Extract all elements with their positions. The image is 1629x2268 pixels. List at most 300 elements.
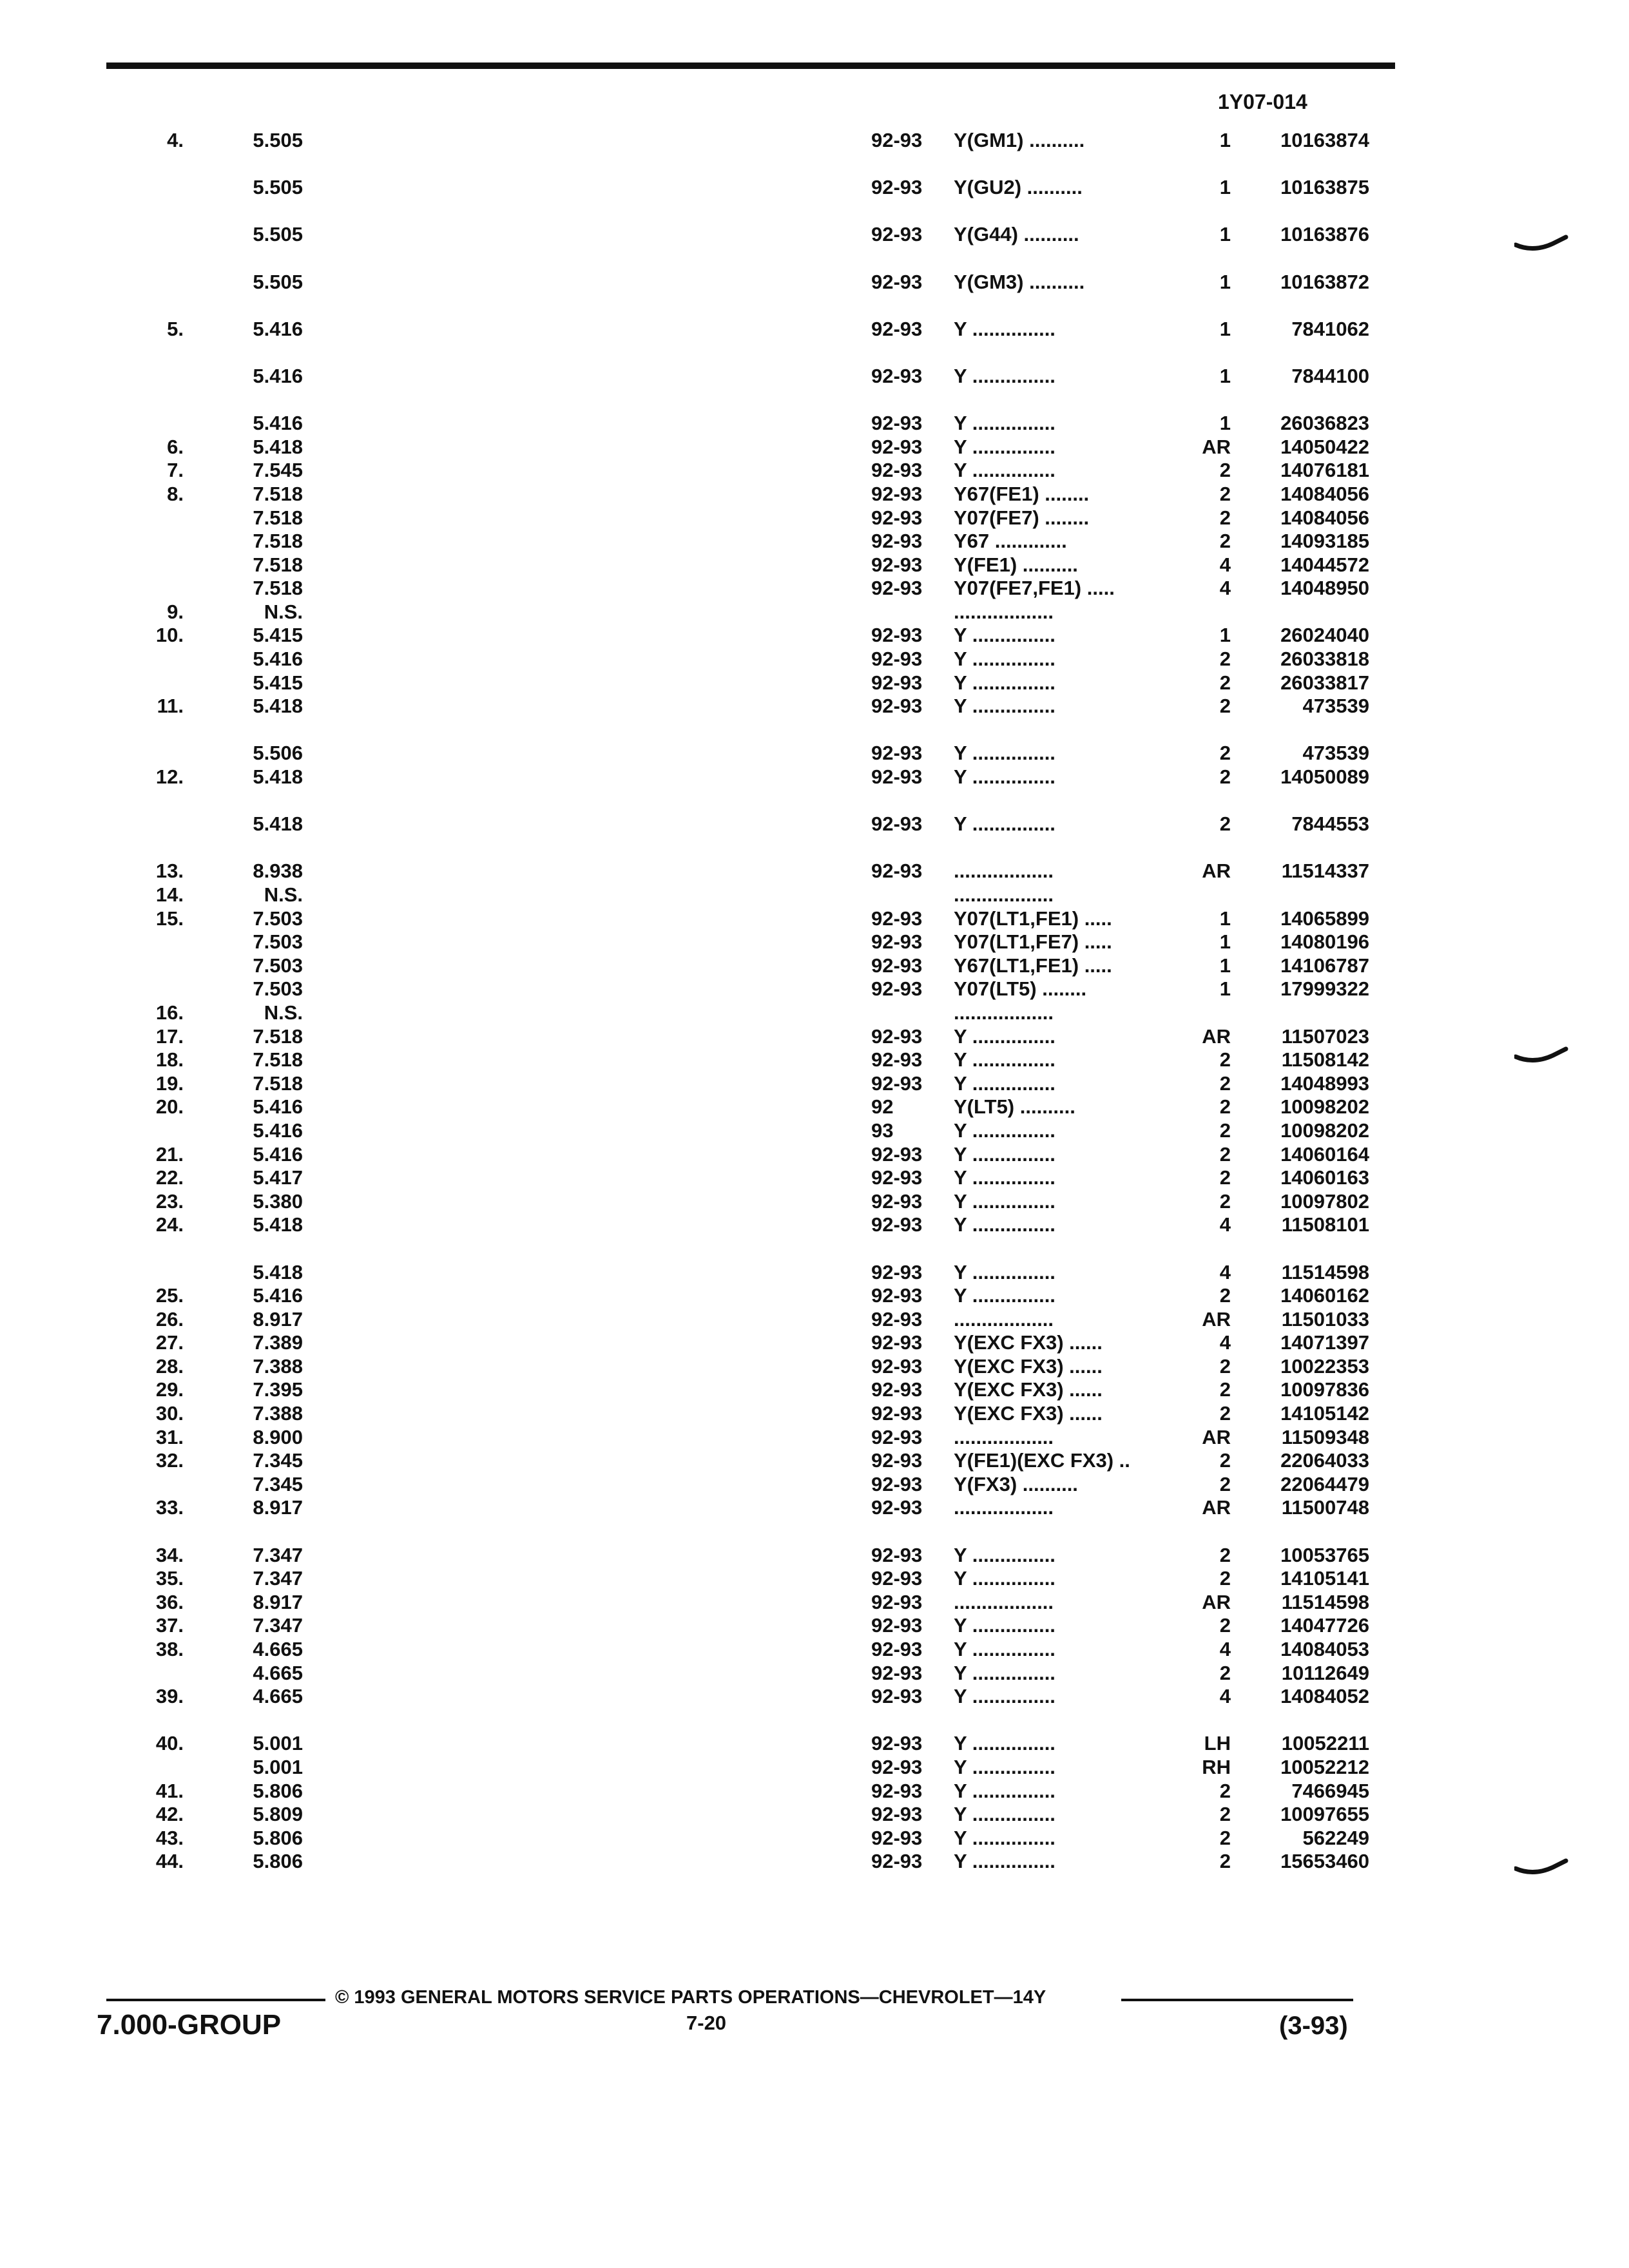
group-number: 7.518 (253, 506, 303, 529)
usage-code: .................. (954, 1590, 1054, 1613)
group-number: 5.416 (253, 317, 303, 340)
part-number: 14060164 (1280, 1142, 1369, 1166)
item-number: 32. (155, 1449, 184, 1472)
quantity: 2 (1219, 1402, 1231, 1425)
part-number: 7844100 (1291, 364, 1369, 387)
usage-code: Y(LT5) .......... (954, 1095, 1075, 1119)
usage-code: Y ............... (954, 695, 1055, 718)
quantity: 2 (1219, 1614, 1231, 1637)
item-number: 13. (155, 860, 184, 883)
model-years: 92-93 (871, 695, 923, 718)
usage-code: Y ............... (954, 1284, 1055, 1307)
part-row (0, 271, 1629, 318)
group-number: 7.518 (253, 530, 303, 553)
quantity: 2 (1219, 695, 1231, 718)
model-years: 92 (871, 1095, 894, 1119)
usage-code: Y ............... (954, 624, 1055, 647)
item-number: 42. (155, 1803, 184, 1826)
item-number: 28. (155, 1354, 184, 1378)
item-number: 12. (155, 765, 184, 789)
part-row (0, 412, 1629, 436)
part-number: 14084053 (1280, 1638, 1369, 1660)
model-years: 92-93 (871, 1614, 923, 1637)
group-number: 5.416 (253, 1119, 303, 1142)
group-number: 5.416 (253, 364, 303, 387)
model-years: 93 (871, 1119, 894, 1142)
usage-code: Y ............... (954, 1826, 1055, 1849)
part-number: 26033818 (1280, 648, 1369, 671)
usage-code: Y07(LT1,FE7) ..... (954, 930, 1112, 954)
usage-code: Y ............... (954, 317, 1055, 340)
part-row (0, 1213, 1629, 1260)
part-row (0, 1850, 1629, 1874)
model-years: 92-93 (871, 1425, 923, 1448)
quantity: 1 (1219, 624, 1231, 647)
usage-code: .................. (954, 600, 1054, 623)
part-number: 14093185 (1280, 530, 1369, 553)
group-number: 7.503 (253, 930, 303, 954)
usage-code: .................. (954, 1425, 1054, 1448)
item-number: 37. (155, 1614, 184, 1637)
quantity: AR (1202, 1307, 1231, 1331)
quantity: 2 (1219, 1779, 1231, 1802)
part-row (0, 1308, 1629, 1332)
part-row (0, 648, 1629, 671)
part-number: 11514598 (1281, 1590, 1369, 1613)
group-number: 7.345 (253, 1472, 303, 1495)
group-number: 8.917 (253, 1496, 303, 1519)
item-number: 27. (155, 1331, 184, 1354)
part-number: 15653460 (1280, 1850, 1369, 1873)
part-row (0, 742, 1629, 765)
model-years: 92-93 (871, 577, 923, 600)
model-years: 92-93 (871, 1590, 923, 1613)
model-years: 92-93 (871, 860, 923, 883)
part-number: 26036823 (1280, 412, 1369, 435)
part-row (0, 436, 1629, 459)
model-years: 92-93 (871, 930, 923, 954)
usage-code: Y ............... (954, 1614, 1055, 1637)
group-number: 7.388 (253, 1354, 303, 1378)
item-number: 11. (157, 695, 184, 718)
group-number: 5.415 (253, 624, 303, 647)
part-number: 14047726 (1280, 1614, 1369, 1637)
quantity: 4 (1219, 553, 1231, 576)
model-years: 92-93 (871, 765, 923, 789)
group-number: 5.806 (253, 1826, 303, 1849)
quantity: 1 (1219, 954, 1231, 977)
model-years: 92-93 (871, 1354, 923, 1378)
quantity: 2 (1219, 1850, 1231, 1873)
usage-code: Y ............... (954, 459, 1055, 482)
model-years: 92-93 (871, 1803, 923, 1826)
group-number: 5.505 (253, 223, 303, 246)
model-years: 92-93 (871, 1378, 923, 1401)
usage-code: Y(GM3) .......... (954, 270, 1085, 293)
group-number: 5.416 (253, 1095, 303, 1119)
item-number: 14. (155, 883, 184, 906)
group-number: 7.389 (253, 1331, 303, 1354)
group-number: 5.416 (253, 412, 303, 435)
part-row (0, 223, 1629, 270)
quantity: 1 (1219, 270, 1231, 293)
part-row (0, 1591, 1629, 1615)
quantity: 2 (1219, 530, 1231, 553)
item-number: 10. (155, 624, 184, 647)
page-code: 1Y07-014 (1218, 90, 1307, 113)
part-row (0, 1143, 1629, 1167)
part-number: 7841062 (1291, 317, 1369, 340)
part-row (0, 483, 1629, 506)
model-years: 92-93 (871, 482, 923, 505)
item-number: 15. (155, 907, 184, 930)
item-number: 5. (167, 317, 184, 340)
model-years: 92-93 (871, 1661, 923, 1684)
quantity: 2 (1219, 1661, 1231, 1684)
quantity: 1 (1219, 907, 1231, 930)
group-number: 5.418 (253, 435, 303, 458)
item-number: 40. (155, 1732, 184, 1755)
part-number: 14106787 (1280, 954, 1369, 977)
group-number: 7.518 (253, 577, 303, 600)
group-number: 8.917 (253, 1307, 303, 1331)
item-number: 44. (155, 1850, 184, 1873)
group-number: 5.418 (253, 812, 303, 836)
group-number: 5.505 (253, 129, 303, 151)
part-row (0, 1449, 1629, 1473)
model-years: 92-93 (871, 1826, 923, 1849)
group-number: 5.809 (253, 1803, 303, 1826)
quantity: 1 (1219, 930, 1231, 954)
part-number: 10163874 (1280, 129, 1369, 151)
model-years: 92-93 (871, 1496, 923, 1519)
model-years: 92-93 (871, 671, 923, 694)
usage-code: Y ............... (954, 671, 1055, 694)
quantity: 2 (1219, 482, 1231, 505)
quantity: 4 (1219, 1260, 1231, 1283)
group-number: 5.001 (253, 1732, 303, 1755)
group-number: 4.665 (253, 1685, 303, 1708)
item-number: 21. (155, 1142, 184, 1166)
item-number: 35. (155, 1567, 184, 1590)
group-number: N.S. (264, 883, 303, 906)
part-row (0, 459, 1629, 483)
item-number: 4. (167, 129, 184, 151)
item-number: 24. (155, 1213, 184, 1236)
usage-code: Y ............... (954, 1755, 1055, 1778)
usage-code: Y ............... (954, 1803, 1055, 1826)
part-row (0, 883, 1629, 907)
part-row (0, 1355, 1629, 1379)
part-row (0, 624, 1629, 648)
quantity: 2 (1219, 506, 1231, 529)
usage-code: Y ............... (954, 1543, 1055, 1566)
usage-code: Y ............... (954, 742, 1055, 765)
quantity: AR (1202, 1590, 1231, 1613)
part-number: 11500748 (1281, 1496, 1369, 1519)
part-row (0, 671, 1629, 695)
item-number: 9. (167, 600, 184, 623)
quantity: AR (1202, 860, 1231, 883)
usage-code: Y ............... (954, 435, 1055, 458)
part-number: 14071397 (1280, 1331, 1369, 1354)
part-number: 10053765 (1280, 1543, 1369, 1566)
usage-code: Y ............... (954, 812, 1055, 836)
quantity: 2 (1219, 1189, 1231, 1213)
group-number: 7.347 (253, 1567, 303, 1590)
part-row (0, 812, 1629, 860)
group-number: 8.917 (253, 1590, 303, 1613)
model-years: 92-93 (871, 1142, 923, 1166)
model-years: 92-93 (871, 1189, 923, 1213)
model-years: 92-93 (871, 1260, 923, 1283)
quantity: AR (1202, 435, 1231, 458)
part-row (0, 1473, 1629, 1497)
item-number: 31. (155, 1425, 184, 1448)
usage-code: Y(GM1) .......... (954, 129, 1085, 151)
item-number: 30. (155, 1402, 184, 1425)
group-number: 4.665 (253, 1638, 303, 1660)
group-number: 7.395 (253, 1378, 303, 1401)
part-number: 10097655 (1280, 1803, 1369, 1826)
part-number: 14060162 (1280, 1284, 1369, 1307)
model-years: 92-93 (871, 907, 923, 930)
part-number: 7844553 (1291, 812, 1369, 836)
quantity: 1 (1219, 176, 1231, 199)
quantity: 2 (1219, 1119, 1231, 1142)
group-number: 5.418 (253, 1213, 303, 1236)
quantity: 2 (1219, 742, 1231, 765)
part-row (0, 1426, 1629, 1450)
group-number: 7.345 (253, 1449, 303, 1472)
part-number: 10022353 (1280, 1354, 1369, 1378)
part-number: 10097836 (1280, 1378, 1369, 1401)
quantity: 2 (1219, 1072, 1231, 1095)
part-number: 14084056 (1280, 506, 1369, 529)
usage-code: Y ............... (954, 1779, 1055, 1802)
model-years: 92-93 (871, 1567, 923, 1590)
usage-code: Y ............... (954, 1661, 1055, 1684)
model-years: 92-93 (871, 1472, 923, 1495)
part-row (0, 1166, 1629, 1190)
model-years: 92-93 (871, 1166, 923, 1189)
group-number: 8.900 (253, 1425, 303, 1448)
quantity: 2 (1219, 765, 1231, 789)
model-years: 92-93 (871, 364, 923, 387)
part-row (0, 1638, 1629, 1662)
group-number: 7.347 (253, 1614, 303, 1637)
quantity: 2 (1219, 648, 1231, 671)
model-years: 92-93 (871, 412, 923, 435)
part-row (0, 1284, 1629, 1308)
usage-code: Y67(FE1) ........ (954, 482, 1090, 505)
usage-code: Y67 ............. (954, 530, 1067, 553)
part-number: 14105142 (1280, 1402, 1369, 1425)
check-mark-icon (1514, 1044, 1572, 1070)
part-number: 11509348 (1281, 1425, 1369, 1448)
quantity: 1 (1219, 317, 1231, 340)
part-row (0, 1614, 1629, 1638)
usage-code: Y ............... (954, 1260, 1055, 1283)
part-row (0, 129, 1629, 176)
quantity: 2 (1219, 1543, 1231, 1566)
part-number: 14044572 (1280, 553, 1369, 576)
quantity: LH (1204, 1732, 1231, 1755)
check-mark-icon (1514, 232, 1572, 258)
quantity: 2 (1219, 1095, 1231, 1119)
usage-code: Y ............... (954, 1119, 1055, 1142)
item-number: 26. (155, 1307, 184, 1331)
part-number: 14080196 (1280, 930, 1369, 954)
usage-code: Y ............... (954, 364, 1055, 387)
group-number: 7.518 (253, 1048, 303, 1072)
model-years: 92-93 (871, 1024, 923, 1048)
part-number: 14050089 (1280, 765, 1369, 789)
group-number: 5.505 (253, 270, 303, 293)
part-number: 26024040 (1280, 624, 1369, 647)
part-number: 11508142 (1281, 1048, 1369, 1072)
part-number: 10163872 (1280, 270, 1369, 293)
quantity: 2 (1219, 459, 1231, 482)
item-number: 16. (155, 1001, 184, 1024)
usage-code: Y ............... (954, 1638, 1055, 1660)
usage-code: Y ............... (954, 1685, 1055, 1708)
part-number: 7466945 (1291, 1779, 1369, 1802)
quantity: 1 (1219, 129, 1231, 151)
group-number: N.S. (264, 600, 303, 623)
group-number: N.S. (264, 1001, 303, 1024)
group-number: 5.806 (253, 1779, 303, 1802)
parts-list (0, 129, 1629, 1874)
part-row (0, 1544, 1629, 1568)
item-number: 18. (155, 1048, 184, 1072)
usage-code: .................. (954, 1307, 1054, 1331)
model-years: 92-93 (871, 176, 923, 199)
usage-code: Y ............... (954, 1189, 1055, 1213)
group-number: 5.415 (253, 671, 303, 694)
part-number: 14065899 (1280, 907, 1369, 930)
model-years: 92-93 (871, 1307, 923, 1331)
quantity: RH (1202, 1755, 1231, 1778)
part-row (0, 954, 1629, 978)
part-row (0, 1827, 1629, 1850)
usage-code: Y(EXC FX3) ...... (954, 1378, 1103, 1401)
page-number: 7-20 (686, 2012, 727, 2034)
model-years: 92-93 (871, 1779, 923, 1802)
model-years: 92-93 (871, 812, 923, 836)
quantity: 2 (1219, 1142, 1231, 1166)
part-row (0, 530, 1629, 553)
part-number: 14048993 (1280, 1072, 1369, 1095)
quantity: 1 (1219, 977, 1231, 1001)
quantity: 2 (1219, 1166, 1231, 1189)
model-years: 92-93 (871, 553, 923, 576)
part-row (0, 977, 1629, 1001)
group-number: 5.416 (253, 1284, 303, 1307)
usage-code: Y07(LT1,FE1) ..... (954, 907, 1112, 930)
model-years: 92-93 (871, 1850, 923, 1873)
item-number: 43. (155, 1826, 184, 1849)
model-years: 92-93 (871, 1072, 923, 1095)
part-row (0, 1402, 1629, 1426)
group-number: 4.665 (253, 1661, 303, 1684)
group-number: 7.347 (253, 1543, 303, 1566)
quantity: 4 (1219, 1213, 1231, 1236)
item-number: 22. (155, 1166, 184, 1189)
quantity: 4 (1219, 1638, 1231, 1660)
part-row (0, 553, 1629, 577)
part-row (0, 1048, 1629, 1072)
part-row (0, 577, 1629, 601)
quantity: 1 (1219, 223, 1231, 246)
part-row (0, 907, 1629, 931)
quantity: 2 (1219, 1472, 1231, 1495)
model-years: 92-93 (871, 977, 923, 1001)
item-number: 34. (155, 1543, 184, 1566)
part-number: 11514337 (1281, 860, 1369, 883)
copyright-line: © 1993 GENERAL MOTORS SERVICE PARTS OPERATIONS—CHEVROLET—14Y (335, 1987, 1046, 2008)
model-years: 92-93 (871, 1685, 923, 1708)
group-number: 7.518 (253, 1072, 303, 1095)
usage-code: Y(EXC FX3) ...... (954, 1354, 1103, 1378)
quantity: AR (1202, 1425, 1231, 1448)
quantity: 4 (1219, 1685, 1231, 1708)
usage-code: .................. (954, 883, 1054, 906)
model-years: 92-93 (871, 1284, 923, 1307)
item-number: 6. (167, 435, 184, 458)
item-number: 29. (155, 1378, 184, 1401)
usage-code: Y ............... (954, 648, 1055, 671)
usage-code: Y ............... (954, 1048, 1055, 1072)
part-number: 14048950 (1280, 577, 1369, 600)
check-mark-icon (1514, 1856, 1572, 1881)
part-row (0, 1496, 1629, 1543)
part-row (0, 765, 1629, 812)
model-years: 92-93 (871, 1449, 923, 1472)
part-number: 26033817 (1280, 671, 1369, 694)
quantity: 2 (1219, 1048, 1231, 1072)
part-row (0, 1567, 1629, 1591)
part-row (0, 1780, 1629, 1803)
model-years: 92-93 (871, 1543, 923, 1566)
usage-code: Y07(FE7,FE1) ..... (954, 577, 1115, 600)
part-row (0, 601, 1629, 624)
model-years: 92-93 (871, 742, 923, 765)
usage-code: Y ............... (954, 1166, 1055, 1189)
group-number: 7.545 (253, 459, 303, 482)
part-number: 473539 (1302, 742, 1369, 765)
model-years: 92-93 (871, 530, 923, 553)
part-number: 17999322 (1280, 977, 1369, 1001)
model-years: 92-93 (871, 270, 923, 293)
usage-code: Y07(LT5) ........ (954, 977, 1087, 1001)
quantity: 2 (1219, 1803, 1231, 1826)
part-number: 14105141 (1280, 1567, 1369, 1590)
usage-code: Y07(FE7) ........ (954, 506, 1090, 529)
part-number: 14084056 (1280, 482, 1369, 505)
item-number: 38. (155, 1638, 184, 1660)
usage-code: Y ............... (954, 1142, 1055, 1166)
group-number: 7.518 (253, 1024, 303, 1048)
item-number: 25. (155, 1284, 184, 1307)
part-row (0, 1732, 1629, 1756)
model-years: 92-93 (871, 648, 923, 671)
model-years: 92-93 (871, 1331, 923, 1354)
usage-code: Y67(LT1,FE1) ..... (954, 954, 1112, 977)
item-number: 17. (155, 1024, 184, 1048)
usage-code: Y(FE1) .......... (954, 553, 1078, 576)
quantity: 1 (1219, 364, 1231, 387)
